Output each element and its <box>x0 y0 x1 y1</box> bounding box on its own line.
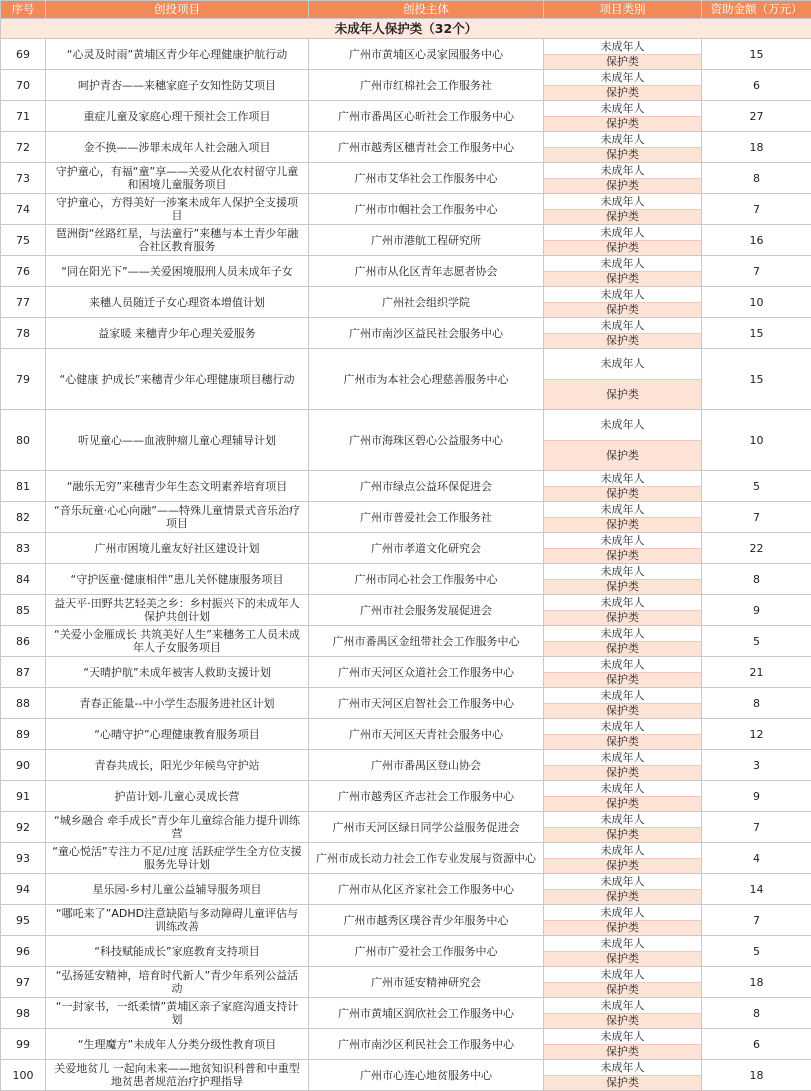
project-category <box>544 70 702 101</box>
row-number: 84 <box>1 564 46 595</box>
category-line-1: 未成年人 <box>544 998 701 1013</box>
project-subject: 广州市越秀区齐志社会工作服务中心 <box>309 781 544 812</box>
funding-amount: 22 <box>702 533 811 564</box>
header-category: 项目类别 <box>544 1 702 19</box>
project-name: “心健康 护成长”来穗青少年心理健康项目穗行动 <box>46 349 309 410</box>
category-line-1: 未成年人 <box>544 471 701 486</box>
category-line-2: 保护类 <box>544 54 701 70</box>
table-row <box>1 194 811 225</box>
project-name: “一封家书，一纸柔情”黄埔区亲子家庭沟通支持计划 <box>46 998 309 1029</box>
project-name: 守护童心，有福“童”享——关爱从化农村留守儿童和困境儿童服务项目 <box>46 163 309 194</box>
project-category <box>544 843 702 874</box>
category-line-2: 保护类 <box>544 333 701 349</box>
funding-amount: 18 <box>702 967 811 998</box>
project-name: “心晴守护”心理健康教育服务项目 <box>46 719 309 750</box>
category-line-2: 保护类 <box>544 982 701 998</box>
category-line-1: 未成年人 <box>544 781 701 796</box>
table-row <box>1 688 811 719</box>
category-line-1: 未成年人 <box>544 657 701 672</box>
row-number: 89 <box>1 719 46 750</box>
row-number: 97 <box>1 967 46 998</box>
row-number: 85 <box>1 595 46 626</box>
category-line-2: 保护类 <box>544 486 701 502</box>
category-line-1: 未成年人 <box>544 874 701 889</box>
project-category <box>544 812 702 843</box>
project-category <box>544 256 702 287</box>
table-row <box>1 905 811 936</box>
row-number: 69 <box>1 39 46 70</box>
funding-amount: 3 <box>702 750 811 781</box>
funding-amount: 9 <box>702 595 811 626</box>
category-line-2: 保护类 <box>544 240 701 256</box>
funding-amount: 21 <box>702 657 811 688</box>
project-category <box>544 626 702 657</box>
category-line-1: 未成年人 <box>544 1029 701 1044</box>
project-category <box>544 163 702 194</box>
category-line-1: 未成年人 <box>544 163 701 178</box>
category-line-1: 未成年人 <box>544 812 701 827</box>
row-number: 93 <box>1 843 46 874</box>
category-line-1: 未成年人 <box>544 225 701 240</box>
table-row <box>1 132 811 163</box>
row-number: 88 <box>1 688 46 719</box>
category-line-2: 保护类 <box>544 827 701 843</box>
funding-amount: 6 <box>702 1029 811 1060</box>
row-number: 82 <box>1 502 46 533</box>
table-row <box>1 750 811 781</box>
row-number: 92 <box>1 812 46 843</box>
category-line-1: 未成年人 <box>544 349 701 379</box>
funding-amount: 15 <box>702 318 811 349</box>
category-line-2: 保护类 <box>544 579 701 595</box>
project-name: 广州市困境儿童友好社区建设计划 <box>46 533 309 564</box>
header-amount: 资助金额（万元） <box>702 1 811 19</box>
table-row <box>1 564 811 595</box>
row-number: 72 <box>1 132 46 163</box>
project-subject: 广州市天河区众道社会工作服务中心 <box>309 657 544 688</box>
project-subject: 广州市普爱社会工作服务社 <box>309 502 544 533</box>
funding-amount: 14 <box>702 874 811 905</box>
project-category <box>544 564 702 595</box>
funding-amount: 8 <box>702 564 811 595</box>
project-name: “天晴护航”未成年被害人救助支援计划 <box>46 657 309 688</box>
project-name: “心灵及时雨”黄埔区青少年心理健康护航行动 <box>46 39 309 70</box>
category-line-1: 未成年人 <box>544 750 701 765</box>
category-line-2: 保护类 <box>544 116 701 132</box>
project-name: 金不换——涉罪未成年人社会融入项目 <box>46 132 309 163</box>
project-subject: 广州市艾华社会工作服务中心 <box>309 163 544 194</box>
project-name: “弘扬延安精神，培育时代新人”青少年系列公益活动 <box>46 967 309 998</box>
category-line-1: 未成年人 <box>544 936 701 951</box>
project-name: 呵护青杏——来穗家庭子女知性防艾项目 <box>46 70 309 101</box>
category-line-1: 未成年人 <box>544 101 701 116</box>
category-line-1: 未成年人 <box>544 564 701 579</box>
category-line-1: 未成年人 <box>544 502 701 517</box>
funding-amount: 7 <box>702 812 811 843</box>
table-row <box>1 163 811 194</box>
project-subject: 广州市同心社会工作服务中心 <box>309 564 544 595</box>
funding-amount: 15 <box>702 349 811 410</box>
table-row <box>1 39 811 70</box>
header-subject: 创投主体 <box>309 1 544 19</box>
table-row <box>1 843 811 874</box>
funding-amount: 10 <box>702 410 811 471</box>
project-category <box>544 967 702 998</box>
category-line-2: 保护类 <box>544 517 701 533</box>
funding-amount: 6 <box>702 70 811 101</box>
project-category <box>544 936 702 967</box>
category-line-1: 未成年人 <box>544 905 701 920</box>
table-row <box>1 318 811 349</box>
table-row <box>1 502 811 533</box>
funding-amount: 7 <box>702 194 811 225</box>
section-row <box>1 19 811 39</box>
table-row <box>1 410 811 471</box>
project-name: 听见童心——血液肿瘤儿童心理辅导计划 <box>46 410 309 471</box>
row-number: 80 <box>1 410 46 471</box>
row-number: 91 <box>1 781 46 812</box>
project-name: “生理魔方”未成年人分类分级性教育项目 <box>46 1029 309 1060</box>
project-category <box>544 657 702 688</box>
project-name: “同在阳光下”——关爱困境服刑人员未成年子女 <box>46 256 309 287</box>
project-subject: 广州市从化区齐家社会工作服务中心 <box>309 874 544 905</box>
row-number: 83 <box>1 533 46 564</box>
project-subject: 广州市广爱社会工作服务中心 <box>309 936 544 967</box>
project-subject: 广州市天河区绿日同学公益服务促进会 <box>309 812 544 843</box>
table-row <box>1 533 811 564</box>
project-name: 守护童心，方得美好一涉案未成年人保护全支援项目 <box>46 194 309 225</box>
funding-amount: 8 <box>702 163 811 194</box>
category-line-1: 未成年人 <box>544 626 701 641</box>
project-name: “哪吒来了”ADHD注意缺陷与多动障碍儿童评估与训练改善 <box>46 905 309 936</box>
project-category <box>544 533 702 564</box>
category-line-2: 保护类 <box>544 703 701 719</box>
category-line-1: 未成年人 <box>544 843 701 858</box>
category-line-2: 保护类 <box>544 1044 701 1060</box>
project-name: 琶洲街“丝路红星，与法童行”来穗与本土青少年融合社区教育服务 <box>46 225 309 256</box>
project-name: “音乐玩童·心心向融”——特殊儿童情景式音乐治疗项目 <box>46 502 309 533</box>
funding-amount: 8 <box>702 688 811 719</box>
category-line-1: 未成年人 <box>544 256 701 271</box>
category-line-2: 保护类 <box>544 178 701 194</box>
project-category <box>544 595 702 626</box>
row-number: 90 <box>1 750 46 781</box>
table-row <box>1 101 811 132</box>
project-subject: 广州市番禺区心昕社会工作服务中心 <box>309 101 544 132</box>
project-subject: 广州市社会服务发展促进会 <box>309 595 544 626</box>
row-number: 94 <box>1 874 46 905</box>
funding-amount: 12 <box>702 719 811 750</box>
table-row <box>1 874 811 905</box>
category-line-1: 未成年人 <box>544 410 701 440</box>
category-line-2: 保护类 <box>544 209 701 225</box>
category-line-1: 未成年人 <box>544 39 701 54</box>
header-no: 序号 <box>1 1 46 19</box>
project-category <box>544 781 702 812</box>
funding-amount: 4 <box>702 843 811 874</box>
row-number: 78 <box>1 318 46 349</box>
project-category <box>544 905 702 936</box>
project-category <box>544 225 702 256</box>
row-number: 98 <box>1 998 46 1029</box>
project-category <box>544 101 702 132</box>
funding-amount: 18 <box>702 132 811 163</box>
project-subject: 广州市绿点公益环保促进会 <box>309 471 544 502</box>
category-line-1: 未成年人 <box>544 688 701 703</box>
table-row <box>1 967 811 998</box>
section-title: 未成年人保护类（32个） <box>1 19 811 39</box>
project-category <box>544 132 702 163</box>
project-subject: 广州市南沙区利民社会工作服务中心 <box>309 1029 544 1060</box>
row-number: 95 <box>1 905 46 936</box>
funding-amount: 18 <box>702 1060 811 1091</box>
project-subject: 广州市为本社会心理慈善服务中心 <box>309 349 544 410</box>
project-category <box>544 750 702 781</box>
project-subject: 广州市巾帼社会工作服务中心 <box>309 194 544 225</box>
project-name: 益天平·田野共艺轻美之乡：乡村振兴下的未成年人保护共创计划 <box>46 595 309 626</box>
project-subject: 广州市心连心地贫服务中心 <box>309 1060 544 1091</box>
project-name: “关爱小金雁成长 共筑美好人生”来穗务工人员未成年人子女服务项目 <box>46 626 309 657</box>
category-line-2: 保护类 <box>544 734 701 750</box>
table-row <box>1 471 811 502</box>
row-number: 99 <box>1 1029 46 1060</box>
table-row <box>1 936 811 967</box>
category-line-2: 保护类 <box>544 610 701 626</box>
project-subject: 广州市海珠区碧心公益服务中心 <box>309 410 544 471</box>
category-line-2: 保护类 <box>544 271 701 287</box>
category-line-1: 未成年人 <box>544 70 701 85</box>
project-category <box>544 998 702 1029</box>
category-line-2: 保护类 <box>544 379 701 410</box>
project-name: 来穗人员随迁子女心理资本增值计划 <box>46 287 309 318</box>
project-name: “科技赋能成长”家庭教育支持项目 <box>46 936 309 967</box>
project-subject: 广州市番禺区金纽带社会工作服务中心 <box>309 626 544 657</box>
funding-amount: 15 <box>702 39 811 70</box>
table-row <box>1 657 811 688</box>
project-name: “融乐无穷”来穗青少年生态文明素养培育项目 <box>46 471 309 502</box>
category-line-2: 保护类 <box>544 951 701 967</box>
project-subject: 广州市港航工程研究所 <box>309 225 544 256</box>
project-category <box>544 39 702 70</box>
row-number: 86 <box>1 626 46 657</box>
category-line-2: 保护类 <box>544 889 701 905</box>
funding-amount: 5 <box>702 471 811 502</box>
table-row <box>1 1029 811 1060</box>
project-subject: 广州市孝道文化研究会 <box>309 533 544 564</box>
project-category <box>544 874 702 905</box>
row-number: 73 <box>1 163 46 194</box>
funding-amount: 10 <box>702 287 811 318</box>
category-line-2: 保护类 <box>544 1013 701 1029</box>
project-name: “守护医童·健康相伴”患儿关怀健康服务项目 <box>46 564 309 595</box>
row-number: 70 <box>1 70 46 101</box>
category-line-2: 保护类 <box>544 440 701 471</box>
category-line-1: 未成年人 <box>544 287 701 302</box>
project-subject: 广州市红棉社会工作服务社 <box>309 70 544 101</box>
project-name: 益家暖 来穗青少年心理关爱服务 <box>46 318 309 349</box>
category-line-2: 保护类 <box>544 85 701 101</box>
table-row <box>1 256 811 287</box>
row-number: 76 <box>1 256 46 287</box>
project-subject: 广州社会组织学院 <box>309 287 544 318</box>
category-line-2: 保护类 <box>544 796 701 812</box>
table-row <box>1 225 811 256</box>
project-subject: 广州市天河区启智社会工作服务中心 <box>309 688 544 719</box>
row-number: 87 <box>1 657 46 688</box>
category-line-2: 保护类 <box>544 858 701 874</box>
row-number: 79 <box>1 349 46 410</box>
category-line-2: 保护类 <box>544 641 701 657</box>
project-category <box>544 349 702 410</box>
funding-amount: 27 <box>702 101 811 132</box>
table-row <box>1 70 811 101</box>
project-name: 重症儿童及家庭心理干预社会工作项目 <box>46 101 309 132</box>
project-category <box>544 318 702 349</box>
table-row <box>1 781 811 812</box>
project-subject: 广州市南沙区益民社会服务中心 <box>309 318 544 349</box>
project-category <box>544 410 702 471</box>
project-name: 关爱地贫儿 一起向未来——地贫知识科普和中重型地贫患者规范治疗护理指导 <box>46 1060 309 1091</box>
project-subject: 广州市从化区青年志愿者协会 <box>309 256 544 287</box>
project-name: 护苗计划-儿童心灵成长营 <box>46 781 309 812</box>
project-category <box>544 194 702 225</box>
funding-amount: 7 <box>702 905 811 936</box>
project-subject: 广州市延安精神研究会 <box>309 967 544 998</box>
funding-amount: 16 <box>702 225 811 256</box>
category-line-2: 保护类 <box>544 920 701 936</box>
category-line-2: 保护类 <box>544 672 701 688</box>
table-row <box>1 626 811 657</box>
table-row <box>1 595 811 626</box>
table-row <box>1 812 811 843</box>
category-line-2: 保护类 <box>544 548 701 564</box>
category-line-2: 保护类 <box>544 1075 701 1091</box>
funding-amount: 9 <box>702 781 811 812</box>
table-row <box>1 719 811 750</box>
row-number: 96 <box>1 936 46 967</box>
row-number: 100 <box>1 1060 46 1091</box>
project-subject: 广州市黄埔区心灵家园服务中心 <box>309 39 544 70</box>
category-line-2: 保护类 <box>544 147 701 163</box>
header-row <box>1 1 811 19</box>
table-row <box>1 998 811 1029</box>
category-line-1: 未成年人 <box>544 318 701 333</box>
project-name: 青春共成长，阳光少年候鸟守护站 <box>46 750 309 781</box>
project-category <box>544 688 702 719</box>
project-name: “城乡融合 牵手成长”青少年儿童综合能力提升训练营 <box>46 812 309 843</box>
project-category <box>544 471 702 502</box>
funding-amount: 5 <box>702 936 811 967</box>
row-number: 71 <box>1 101 46 132</box>
project-category <box>544 1029 702 1060</box>
project-category <box>544 287 702 318</box>
category-line-2: 保护类 <box>544 765 701 781</box>
row-number: 81 <box>1 471 46 502</box>
project-subject: 广州市黄埔区润欣社会工作服务中心 <box>309 998 544 1029</box>
project-subject: 广州市番禺区登山协会 <box>309 750 544 781</box>
row-number: 74 <box>1 194 46 225</box>
category-line-1: 未成年人 <box>544 719 701 734</box>
category-line-1: 未成年人 <box>544 194 701 209</box>
funding-amount: 5 <box>702 626 811 657</box>
project-name: 星乐园-乡村儿童公益辅导服务项目 <box>46 874 309 905</box>
project-subject: 广州市天河区天青社会服务中心 <box>309 719 544 750</box>
category-line-1: 未成年人 <box>544 595 701 610</box>
table-row <box>1 287 811 318</box>
project-subject: 广州市成长动力社会工作专业发展与资源中心 <box>309 843 544 874</box>
category-line-1: 未成年人 <box>544 967 701 982</box>
table-row <box>1 349 811 410</box>
category-line-1: 未成年人 <box>544 1060 701 1075</box>
project-name: “童心悦活”专注力不足/过度 活跃症学生全方位支援服务先导计划 <box>46 843 309 874</box>
funding-amount: 7 <box>702 502 811 533</box>
funding-amount: 7 <box>702 256 811 287</box>
row-number: 75 <box>1 225 46 256</box>
project-subject: 广州市越秀区穗青社会工作服务中心 <box>309 132 544 163</box>
category-line-1: 未成年人 <box>544 533 701 548</box>
project-name: 青春正能量--中小学生态服务进社区计划 <box>46 688 309 719</box>
header-project: 创投项目 <box>46 1 309 19</box>
project-category <box>544 502 702 533</box>
category-line-2: 保护类 <box>544 302 701 318</box>
category-line-1: 未成年人 <box>544 132 701 147</box>
row-number: 77 <box>1 287 46 318</box>
project-category <box>544 719 702 750</box>
project-subject: 广州市越秀区璞谷青少年服务中心 <box>309 905 544 936</box>
funding-amount: 8 <box>702 998 811 1029</box>
